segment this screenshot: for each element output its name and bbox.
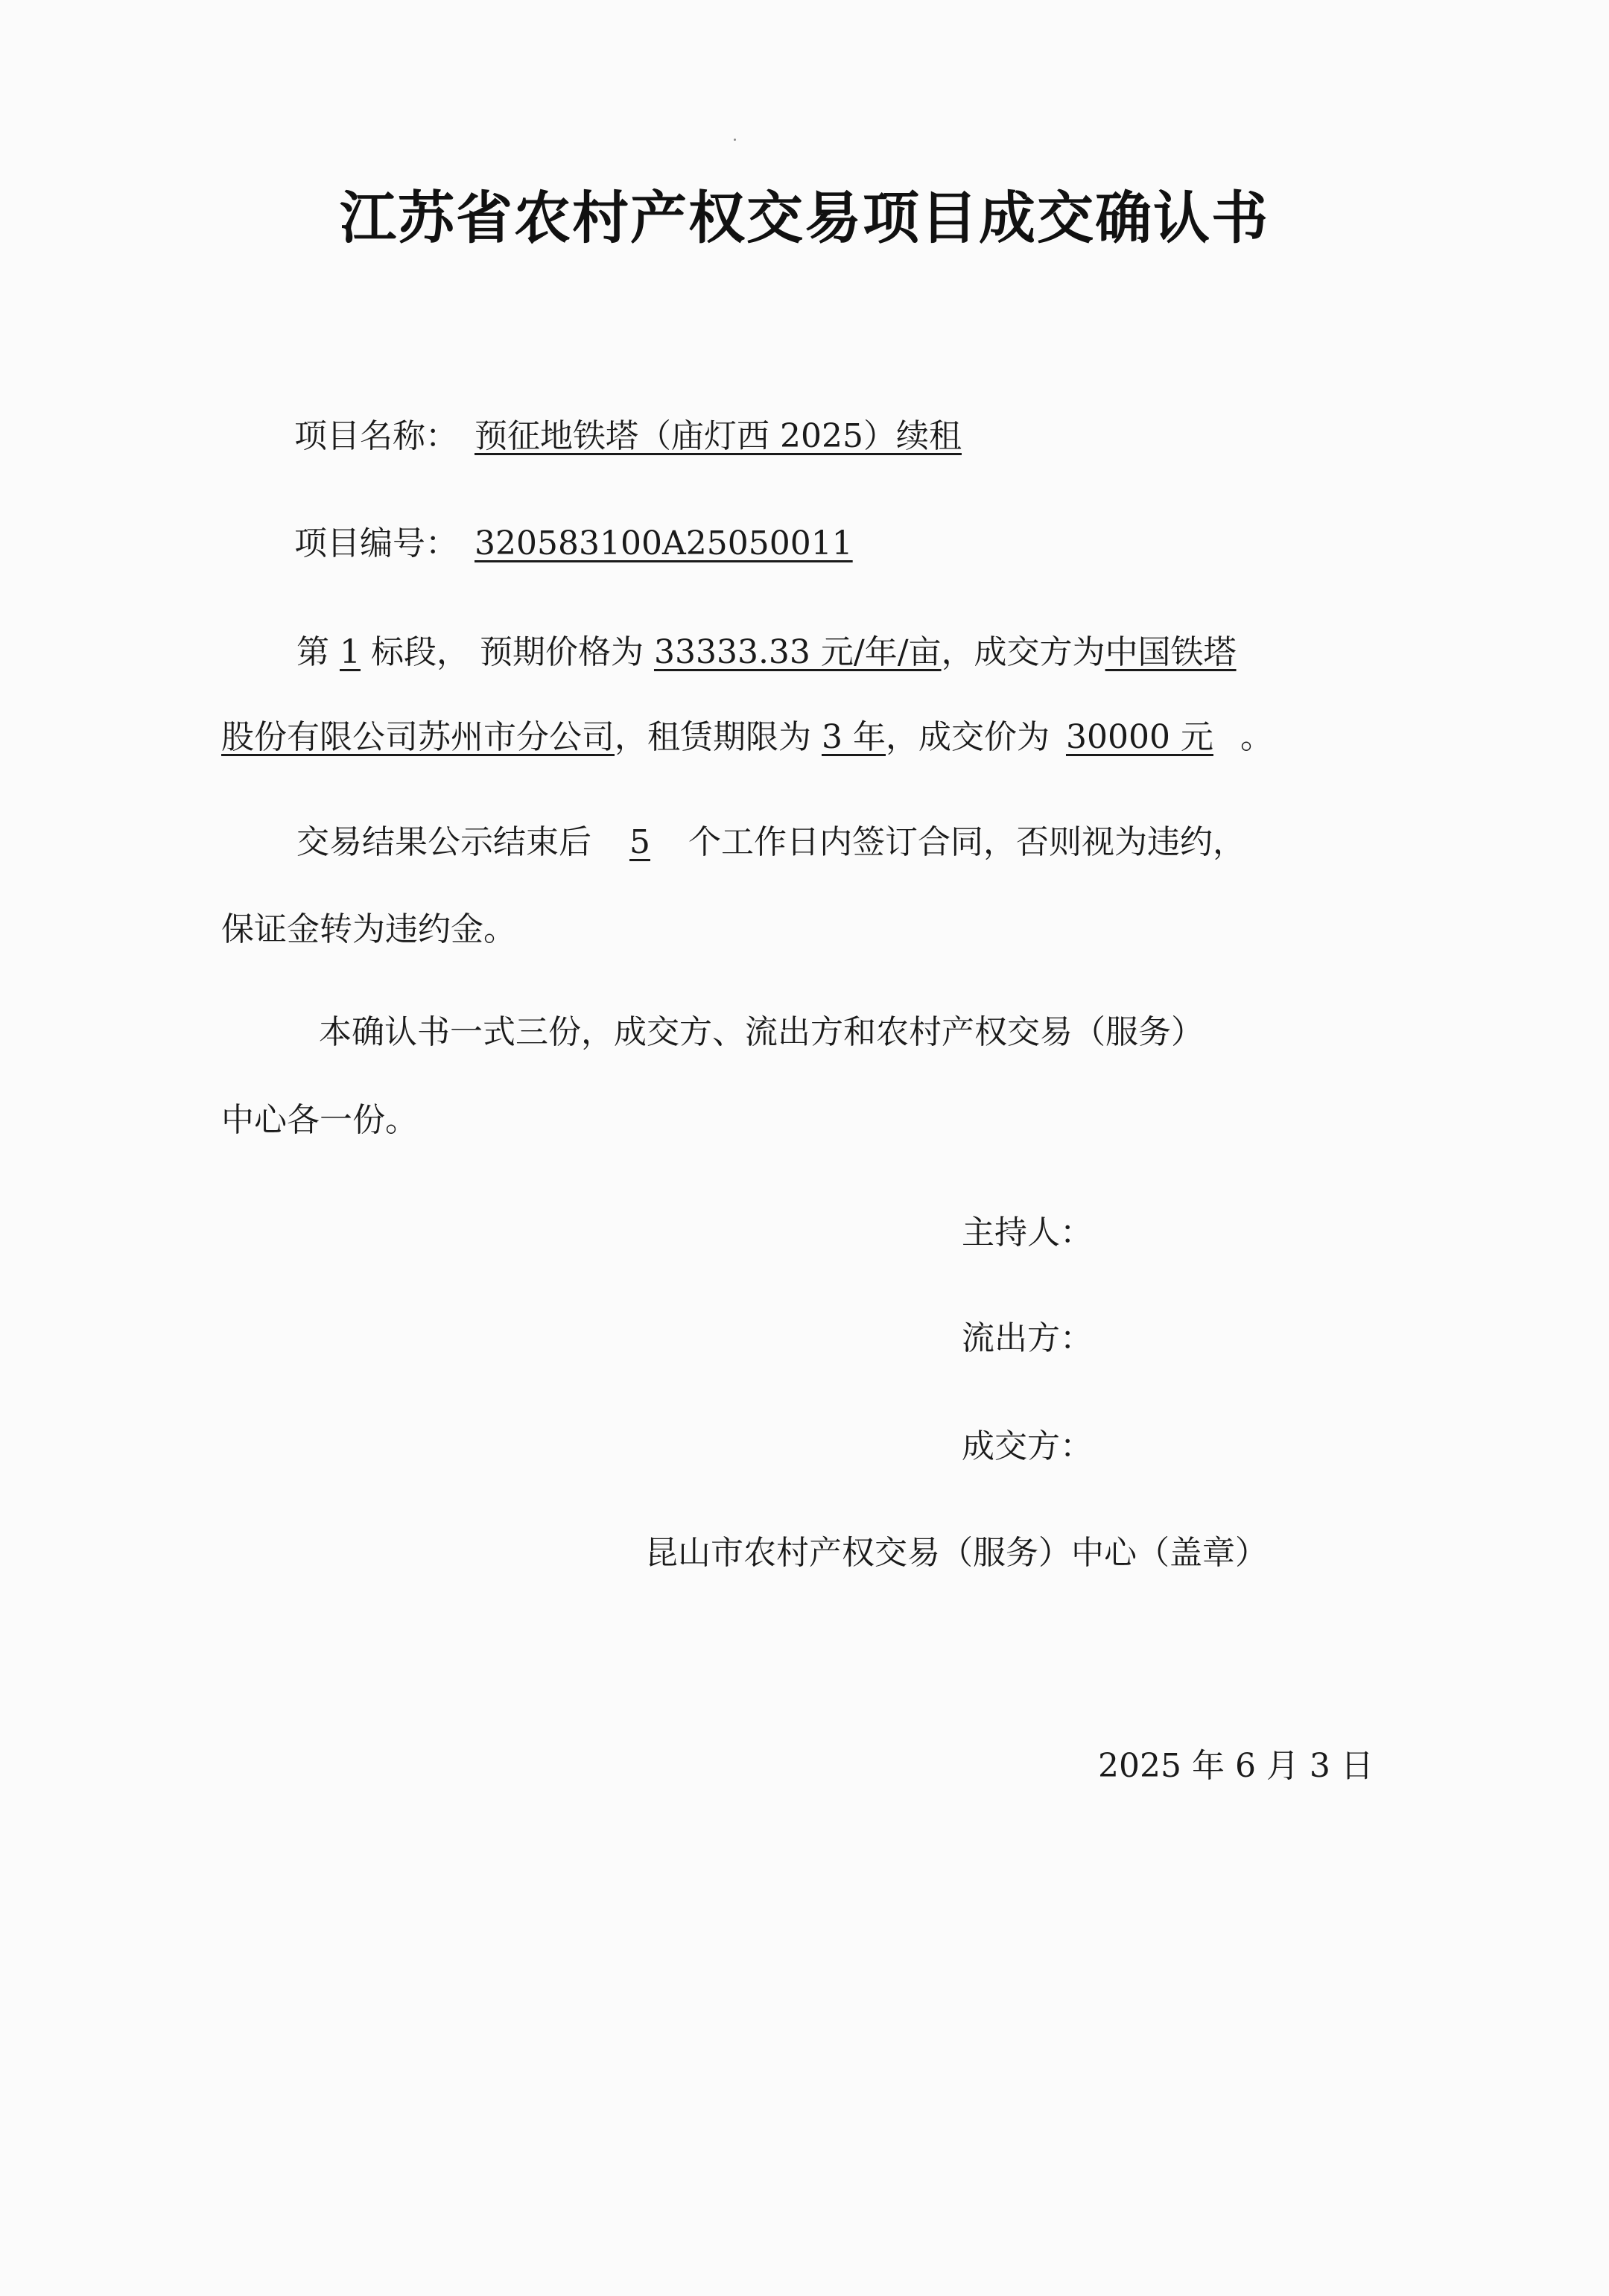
lease-term: 3 年: [822, 718, 886, 756]
project-number-label: 项目编号：: [294, 524, 458, 562]
sign-text-2: 个工作日内签订合同，否则视为违约，: [688, 823, 1245, 861]
expected-price: 33333.33 元/年/亩: [653, 633, 942, 671]
copies-line-2: 中心各一份。: [221, 1101, 418, 1139]
sign-text-1: 交易结果公示结束后: [296, 823, 591, 861]
lot-text-2: 标段， 预期价格为: [361, 633, 654, 671]
copies-line-1: 本确认书一式三份，成交方、流出方和农村产权交易（服务）: [319, 1013, 1204, 1051]
document-date: 2025 年 6 月 3 日: [1098, 1747, 1374, 1785]
buyer-signature-label: 成交方：: [962, 1427, 1093, 1465]
document-title: 江苏省农村产权交易项目成交确认书: [340, 185, 1269, 251]
project-name-line: [294, 414, 978, 459]
lot-text-3: ，成交方为: [941, 633, 1105, 671]
issuer-seal-line: 昆山市农村产权交易（服务）中心（盖章）: [645, 1534, 1268, 1572]
project-number-value: 320583100A25050011: [475, 524, 853, 562]
lot-number: 1: [340, 633, 361, 671]
sign-line-2: 保证金转为违约金。: [221, 910, 516, 948]
lot-line-2: [221, 715, 1273, 760]
buyer-name-part1: 中国铁塔: [1105, 633, 1237, 671]
host-signature-label: 主持人：: [962, 1214, 1093, 1252]
sign-days: 5: [629, 823, 650, 861]
buyer-name-part2: 股份有限公司苏州市分公司: [221, 718, 615, 756]
scan-speck: [734, 139, 736, 141]
project-number-line: [294, 521, 869, 566]
project-name-label: 项目名称：: [294, 417, 458, 455]
sign-line-1: [296, 820, 1245, 865]
deal-price: 30000 元: [1065, 718, 1213, 756]
project-name-value: 预征地铁塔（庙灯西 2025）续租: [475, 417, 962, 455]
lot-text-4: ，租赁期限为: [615, 718, 822, 756]
transferor-signature-label: 流出方：: [962, 1319, 1093, 1357]
lot-line-1: [296, 630, 1237, 675]
lot-text-1: 第: [296, 633, 340, 671]
lot-text-5: ，成交价为: [885, 718, 1050, 756]
lot-text-6: 。: [1229, 718, 1273, 756]
